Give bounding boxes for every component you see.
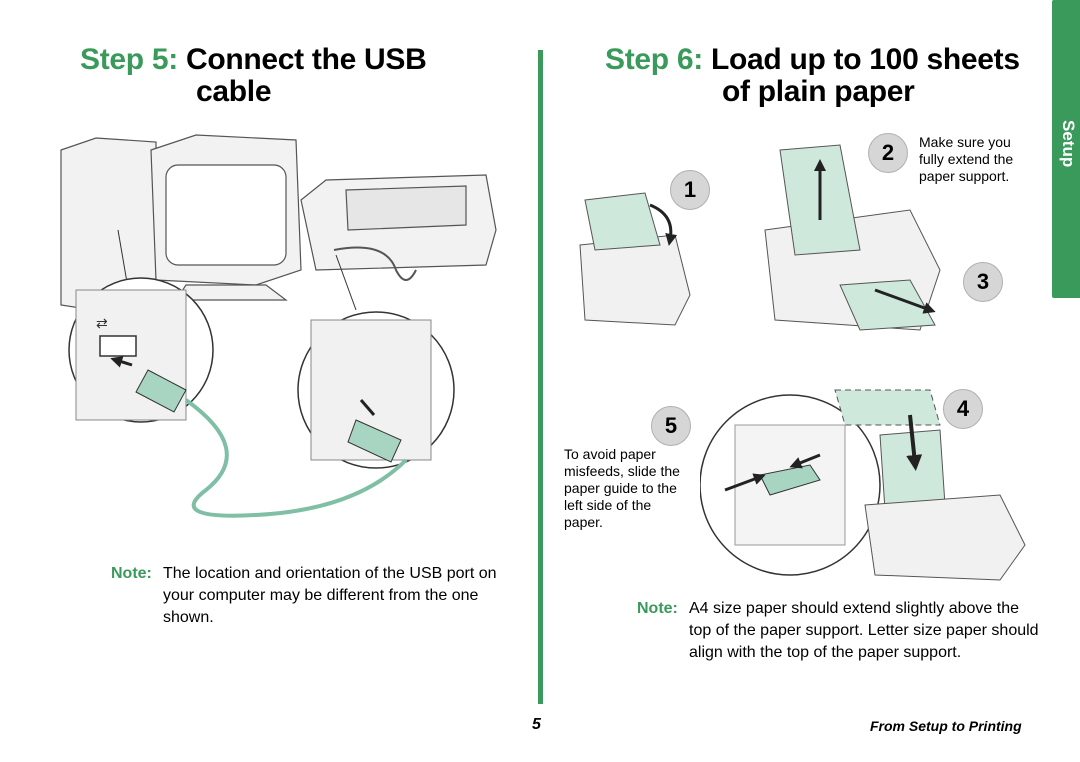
column-divider [538,50,543,704]
step5-note-label: Note: [111,565,152,582]
step5-title-line1: Connect the USB [185,43,427,76]
step6-note-label: Note: [637,600,678,617]
page-number: 5 [532,716,541,733]
callout-5-text: To avoid paper misfeeds, slide the paper guide to the left side of the paper. [564,446,680,530]
step6-note [637,598,1042,664]
paper-guide-closeup [700,385,1040,585]
step6-heading [605,44,1020,76]
setup-side-tab [1052,0,1080,298]
step5-heading [80,44,426,76]
callout-badge-4: 4 [943,389,983,429]
step6-label: Step 6: [605,43,703,76]
step6-note-text: A4 size paper should extend slightly above the top of the paper support. Letter size paper should align with the top of the paper support. [689,600,1039,661]
callout-badge-2: 2 [868,133,908,173]
step5-title-line2: cable [196,75,272,108]
callout-2-text: Make sure you fully extend the paper support. [919,134,1014,184]
callout-badge-1: 1 [670,170,710,210]
callout-badge-3: 3 [963,262,1003,302]
step5-note [111,563,521,629]
step6-title-line1: Load up to 100 sheets [710,43,1020,76]
svg-text:⇄: ⇄ [96,315,108,331]
callout-badge-5: 5 [651,406,691,446]
usb-connection-illustration [56,120,516,550]
footer-section-title: From Setup to Printing [870,718,1022,734]
step5-note-text: The location and orientation of the USB port on your computer may be different from the one shown. [163,565,497,626]
setup-tab-label: Setup [1059,120,1078,168]
step6-title-line2: of plain paper [722,75,915,108]
step5-label: Step 5: [80,43,178,76]
